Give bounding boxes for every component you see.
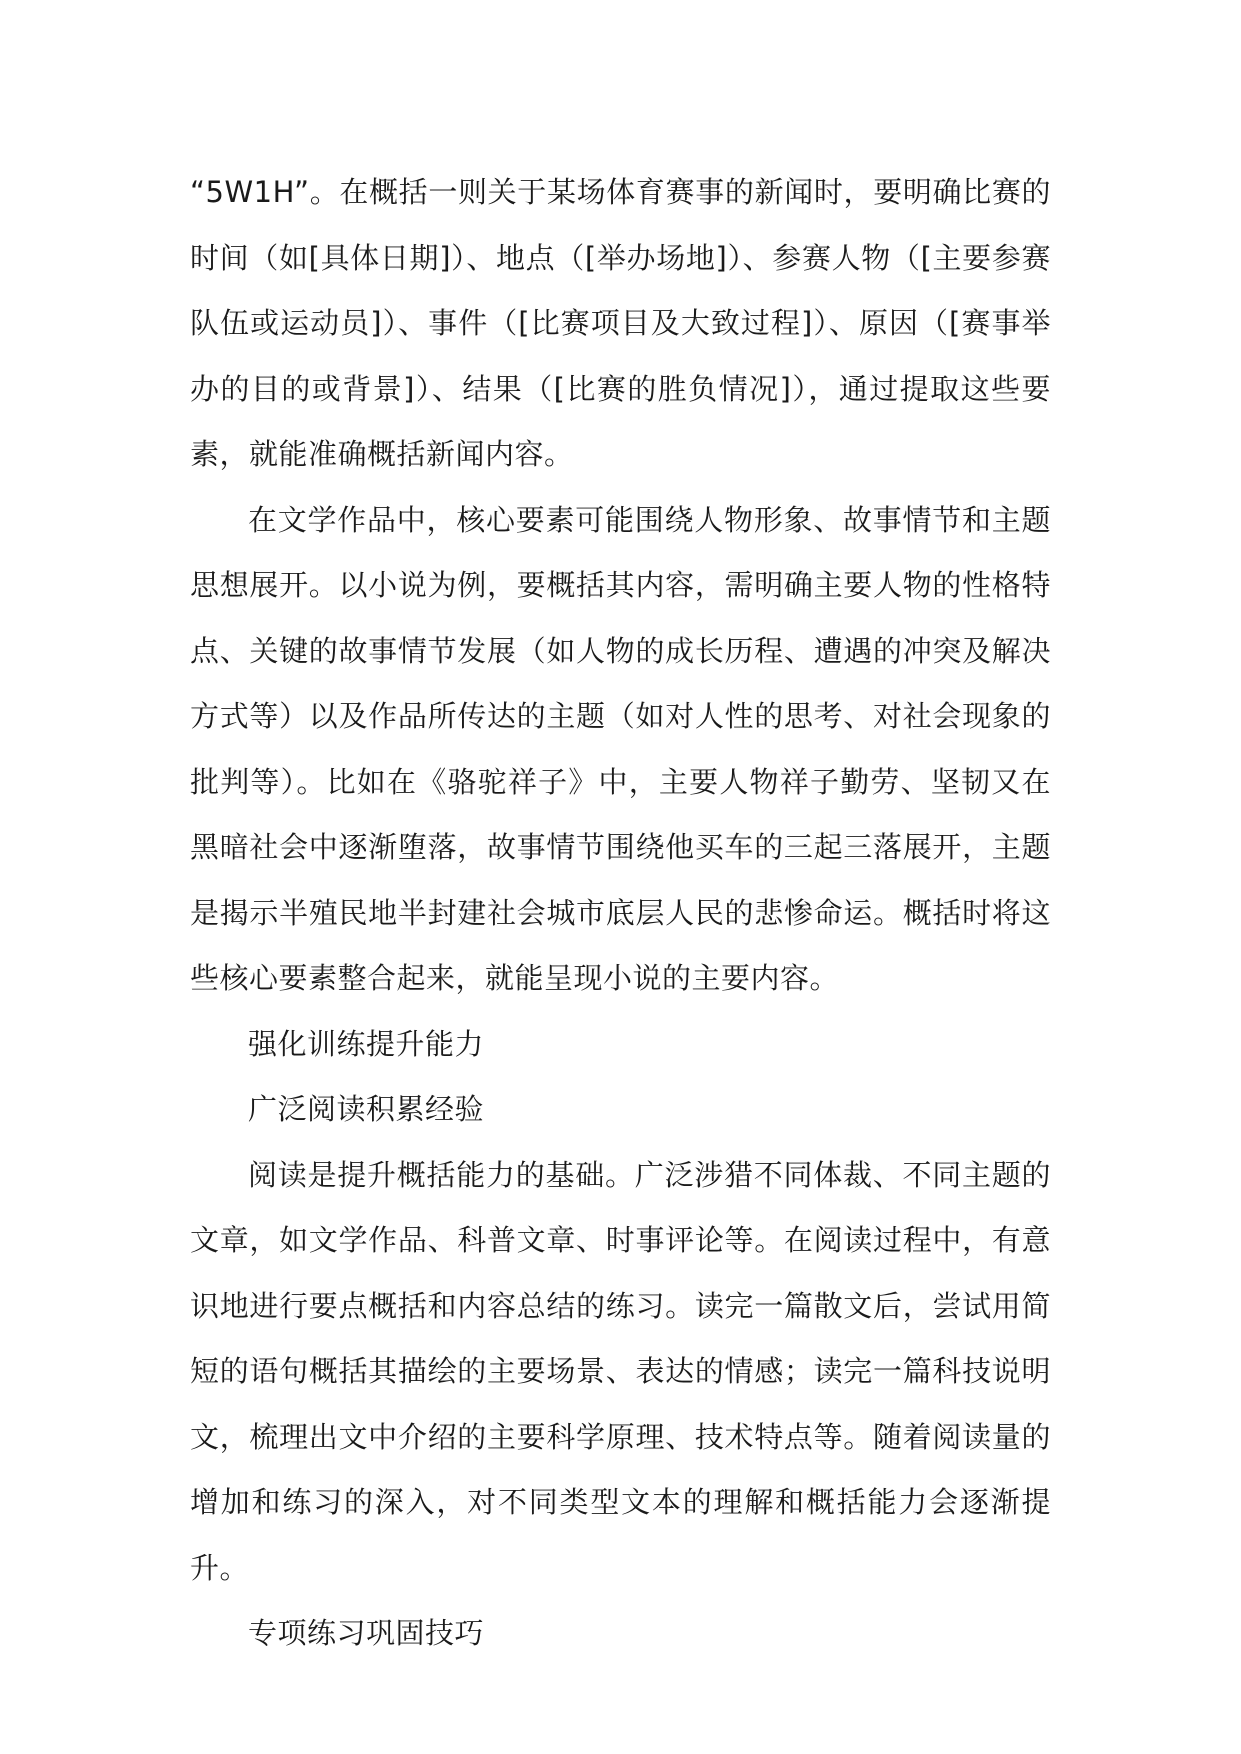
subsection-heading-practice: 专项练习巩固技巧 <box>248 1616 485 1650</box>
subsection-heading-reading: 广泛阅读积累经验 <box>248 1092 485 1126</box>
paragraph-literary-elements: 在文学作品中，核心要素可能围绕人物形象、故事情节和主题思想展开。以小说为例，要概括其内容，需明确主要人物的性格特点、关键的故事情节发展（如人物的成长历程、遭遇的冲突及解决方式等）以及作品所传达的主题（如对人性的思考、对社会现象的批判等）。比如在《骆驼祥子》中，主要人物祥子勤劳、坚韧又在黑暗社会中逐渐堕落，故事情节围绕他买车的三起三落展开，主题是揭示半殖民地半封建社会城市底层人民的悲惨命运。概括时将这些核心要素整合起来，就能呈现小说的主要内容。 <box>190 502 1051 995</box>
paragraph-news-elements: “5W1H”。在概括一则关于某场体育赛事的新闻时，要明确比赛的时间（如[具体日期]）、地点（[举办场地]）、参赛人物（[主要参赛队伍或运动员]）、事件（[比赛项目及大致过程]）、原因（[赛事举办的目的或背景]）、结果（[比赛的胜负情况]），通过提取这些要素，就能准确概括新闻内容。 <box>190 175 1051 471</box>
section-heading-training: 强化训练提升能力 <box>248 1026 485 1061</box>
paragraph-reading-basis: 阅读是提升概括能力的基础。广泛涉猎不同体裁、不同主题的文章，如文学作品、科普文章、时事评论等。在阅读过程中，有意识地进行要点概括和内容总结的练习。读完一篇散文后，尝试用简短的语句概括其描绘的主要场景、表达的情感；读完一篇科技说明文，梳理出文中介绍的主要科学原理、技术特点等。随着阅读量的增加和练习的深入，对不同类型文本的理解和概括能力会逐渐提升。 <box>190 1157 1051 1585</box>
